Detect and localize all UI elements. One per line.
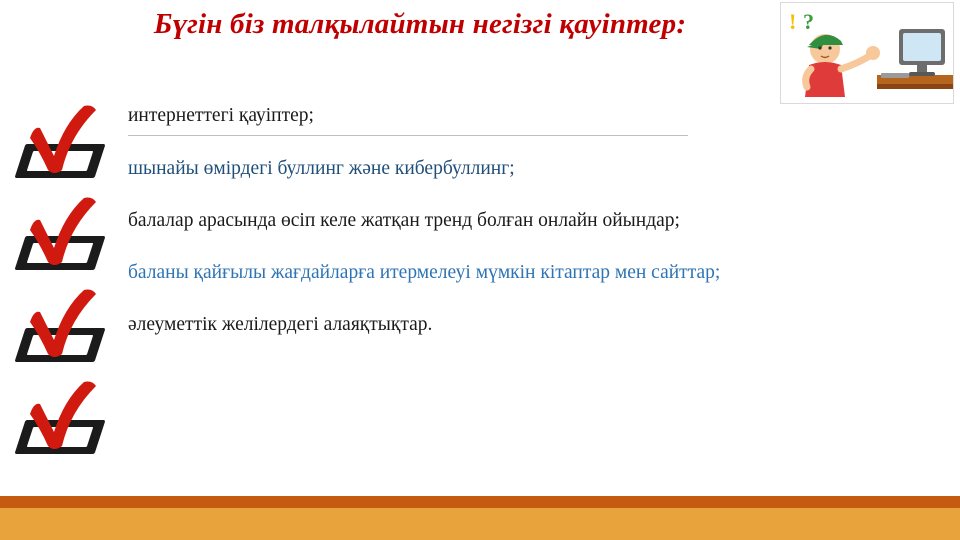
check-mark-icon — [12, 98, 116, 190]
svg-text:!: ! — [789, 9, 797, 34]
list-item: шынайы өмірдегі буллинг және кибербуллинг; — [128, 157, 515, 179]
list-item: интернеттегі қауіптер; — [128, 105, 314, 126]
list-item: балалар арасында өсіп келе жатқан тренд болған онлайн ойындар; — [128, 209, 680, 231]
svg-text:?: ? — [803, 9, 814, 34]
footer-bar-amber — [0, 508, 960, 540]
page-title: Бүгін біз талқылайтын негізгі қауіптер: — [153, 8, 687, 40]
risk-list — [128, 104, 936, 364]
footer-bar-orange — [0, 496, 960, 508]
check-mark-icon — [12, 282, 116, 374]
check-mark-icon — [12, 190, 116, 282]
boy-at-computer-clipart — [780, 2, 954, 104]
check-mark-icon — [12, 374, 116, 466]
list-item: баланы қайғылы жағдайларға итермелеуі мүмкін кітаптар мен сайттар; — [128, 261, 721, 283]
list-item: әлеуметтік желілердегі алаяқтықтар. — [128, 313, 433, 335]
